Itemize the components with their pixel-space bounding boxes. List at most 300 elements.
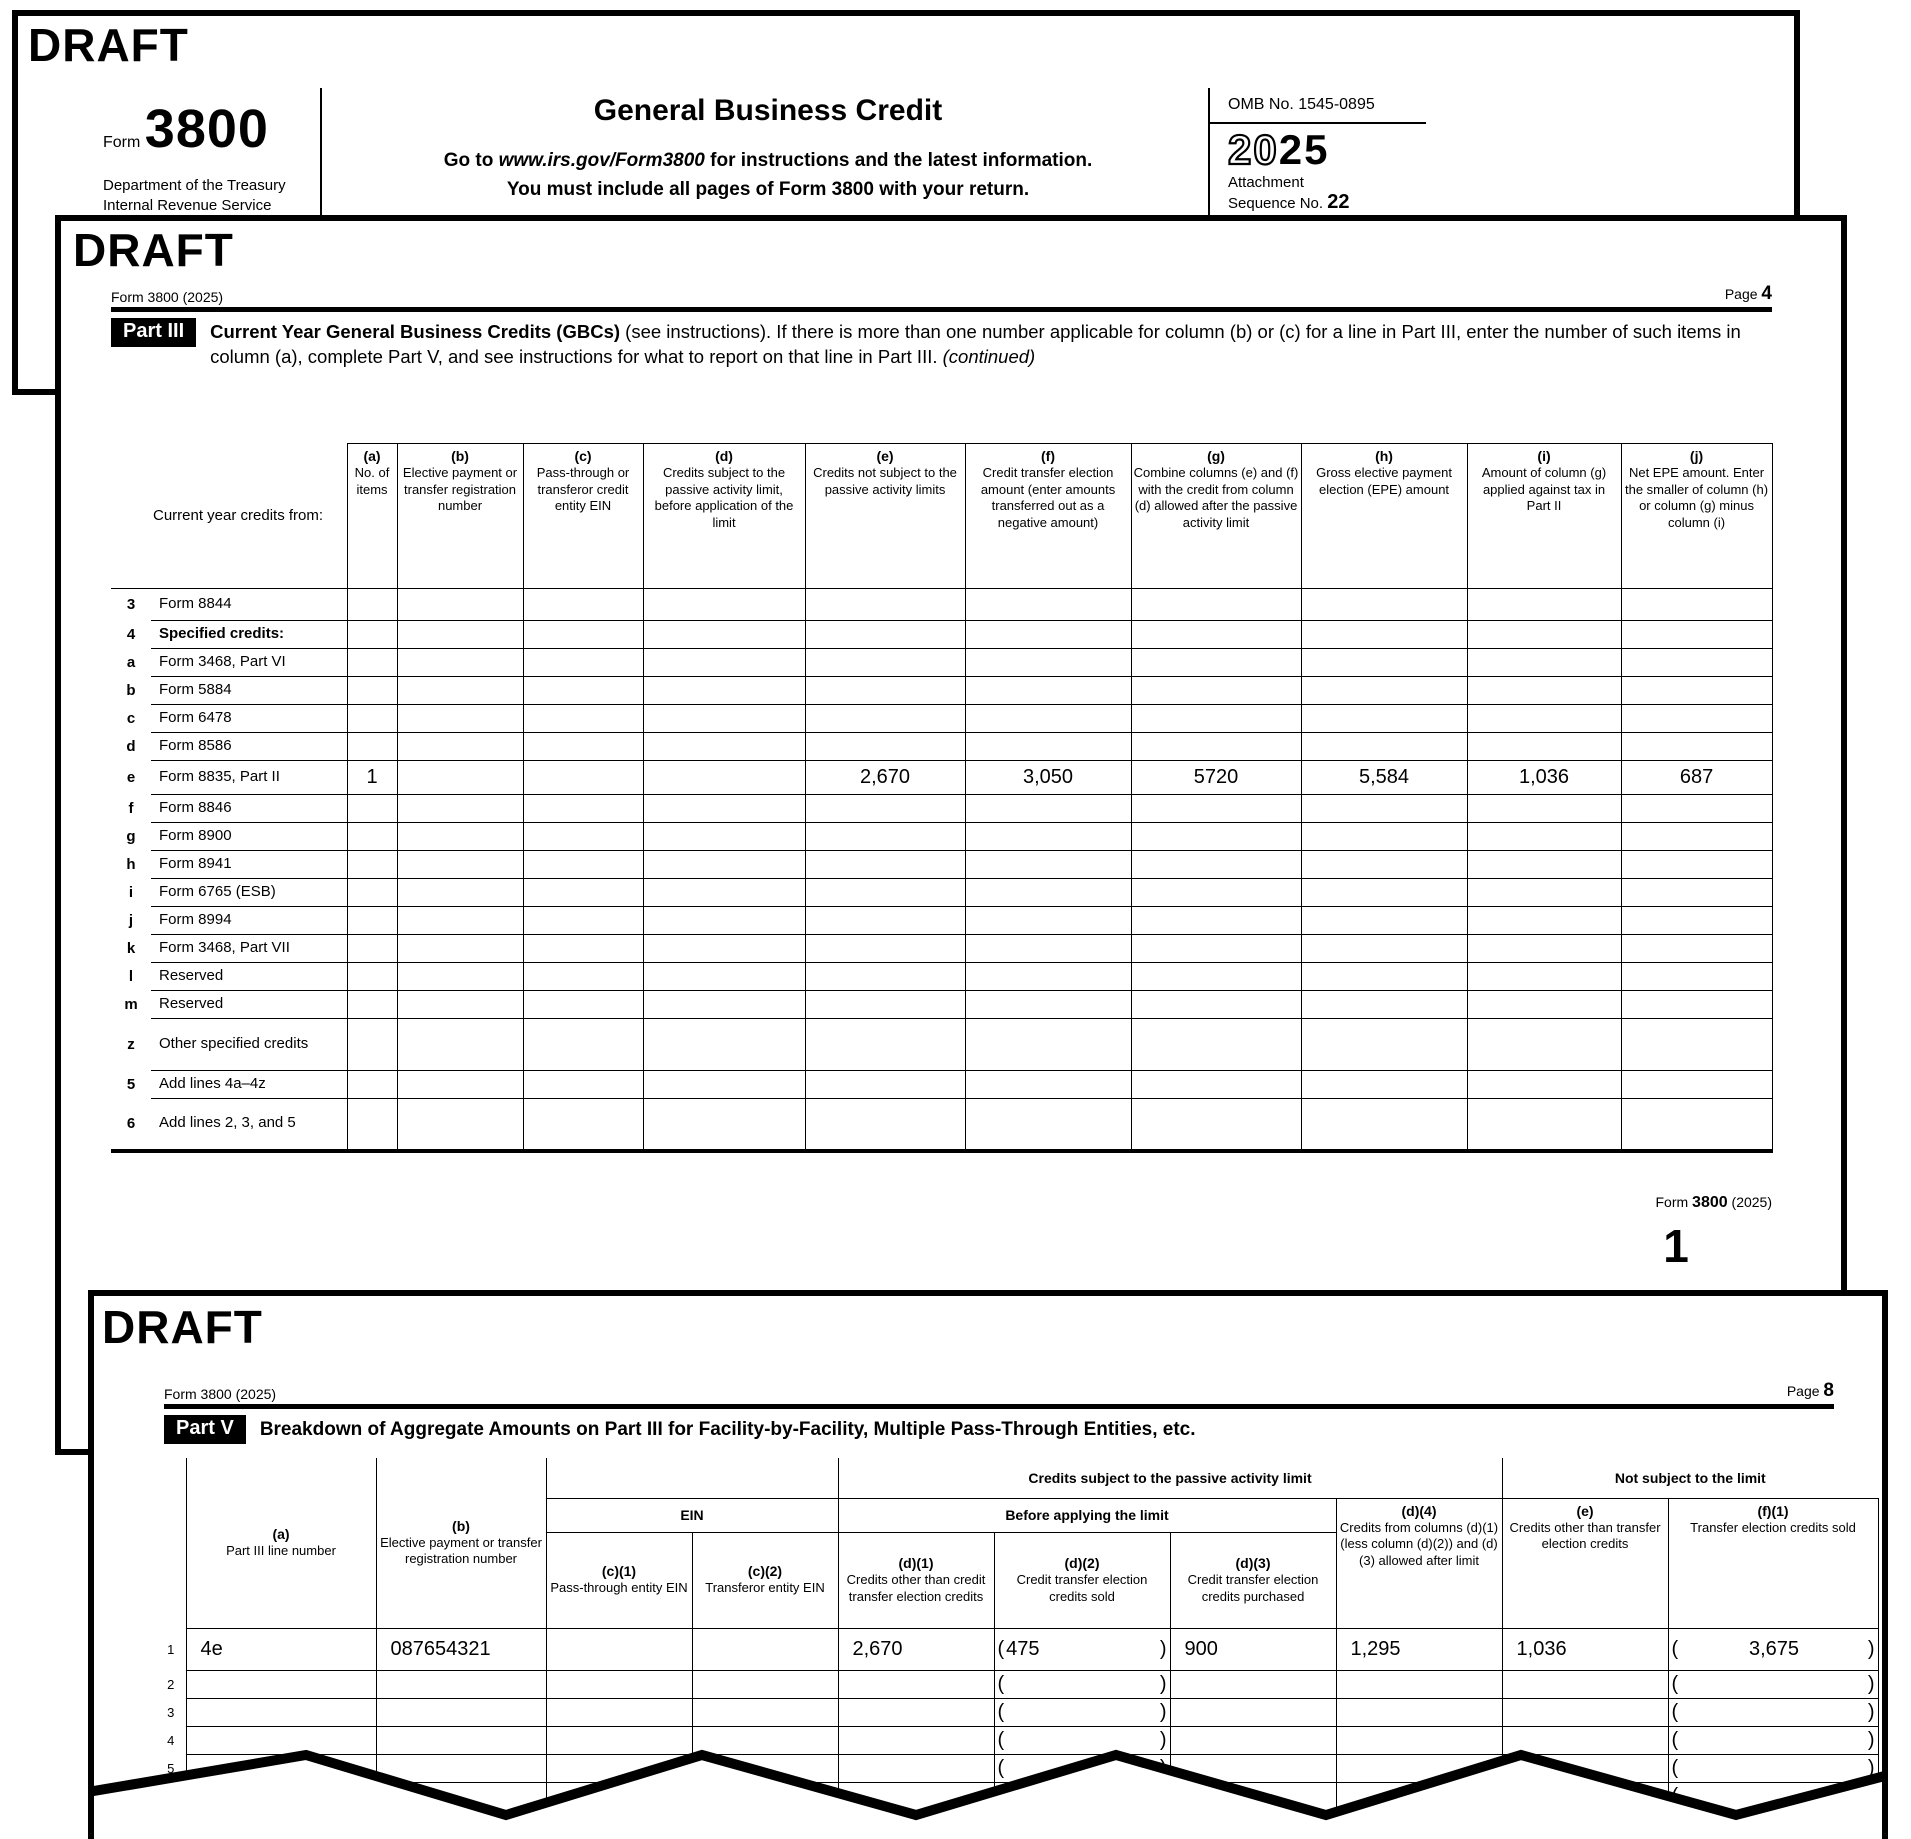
amount-cell-c1	[546, 1670, 692, 1698]
col-desc: Transferor entity EIN	[705, 1580, 825, 1596]
amount-cell-a	[347, 621, 397, 649]
amount-cell-h	[1301, 1071, 1467, 1099]
row-label: Form 6478	[151, 705, 347, 733]
amount-cell-g	[1131, 1071, 1301, 1099]
amount-cell-b	[397, 823, 523, 851]
col-key: (b)	[452, 1517, 470, 1534]
amount-cell-i	[1467, 795, 1621, 823]
amount-cell-f	[965, 705, 1131, 733]
amount-cell-e	[1502, 1698, 1668, 1726]
amount-cell-g	[1131, 705, 1301, 733]
close-paren: )	[1159, 1728, 1167, 1751]
part3-row-c	[111, 705, 1772, 733]
col-desc: Credits other than credit transfer election credits	[846, 1571, 986, 1604]
amount-cell-g	[1131, 621, 1301, 649]
amount-cell-a	[347, 963, 397, 991]
amount-cell-c2	[692, 1670, 838, 1698]
amount-cell-b	[397, 879, 523, 907]
amount-cell-d	[643, 963, 805, 991]
column-header-a	[347, 444, 397, 589]
close-paren: )	[1159, 1637, 1167, 1660]
col-desc: Net EPE amount. Enter the smaller of column (h) or column (g) minus column (i)	[1624, 465, 1769, 530]
amount-cell-j	[1621, 823, 1772, 851]
amount-cell-i	[1467, 649, 1621, 677]
row-label: Form 5884	[151, 677, 347, 705]
amount-cell-i	[1467, 851, 1621, 879]
include-instruction: You must include all pages of Form 3800 with your return.	[506, 179, 1030, 201]
amount-cell-c1	[546, 1628, 692, 1670]
amount-cell-c2	[692, 1698, 838, 1726]
amount-cell-d	[643, 733, 805, 761]
close-paren: )	[1159, 1756, 1167, 1779]
row-number: c	[126, 710, 136, 727]
part5-row-2	[156, 1670, 1878, 1698]
amount-cell-b	[397, 1099, 523, 1151]
draft-watermark: DRAFT	[28, 19, 189, 71]
paren-wrap	[1669, 1701, 1878, 1724]
open-paren: (	[1671, 1637, 1679, 1660]
row-label: Form 8844	[151, 589, 347, 621]
amount-cell-e	[805, 879, 965, 907]
column-header-f1	[1668, 1498, 1878, 1628]
open-paren: (	[1671, 1756, 1679, 1779]
amount-cell-j: 687	[1621, 761, 1772, 795]
amount-cell-a: 4e	[186, 1628, 376, 1670]
part5-group-row	[156, 1458, 1878, 1498]
amount-cell-d2	[994, 1670, 1170, 1698]
amount-cell-d2	[994, 1628, 1170, 1670]
row-label: Add lines 2, 3, and 5	[151, 1099, 347, 1151]
amount-cell-h	[1301, 795, 1467, 823]
amount-cell-e	[805, 851, 965, 879]
amount-cell-b	[397, 589, 523, 621]
amount-cell-c	[523, 649, 643, 677]
part5-title: Breakdown of Aggregate Amounts on Part III for Facility-by-Facility, Multiple Pass-Through Entities, etc.	[259, 1419, 1196, 1440]
row-number: j	[128, 912, 134, 929]
amount-cell-f	[965, 589, 1131, 621]
part3-title	[210, 318, 1772, 370]
part3-row-f	[111, 795, 1772, 823]
year-outline: 20	[1228, 126, 1279, 173]
col-desc: Credits not subject to the passive activity limits	[813, 465, 957, 497]
part3-row-5	[111, 1071, 1772, 1099]
amount-cell-j	[1621, 907, 1772, 935]
amount-cell-i	[1467, 935, 1621, 963]
amount-cell-d	[643, 1099, 805, 1151]
column-header-d1	[838, 1532, 994, 1628]
amount-cell-d	[643, 935, 805, 963]
amount-cell-g	[1131, 963, 1301, 991]
amount-cell-c	[523, 1099, 643, 1151]
amount-cell-e	[805, 823, 965, 851]
amount-cell-f	[965, 823, 1131, 851]
col-key: (d)(1)	[898, 1554, 934, 1571]
amount-cell-g	[1131, 907, 1301, 935]
column-header-e	[805, 444, 965, 589]
amount-cell-c	[523, 795, 643, 823]
part3-header	[111, 318, 1772, 370]
col-key: (d)(4)	[1401, 1502, 1437, 1519]
col-key: (i)	[1537, 448, 1551, 464]
amount-cell-g	[1131, 991, 1301, 1019]
tax-year	[1228, 126, 1424, 174]
col-desc: Part III line number	[226, 1542, 336, 1558]
row-number: z	[127, 1036, 135, 1053]
col-desc: Credits other than transfer election credits	[1509, 1519, 1661, 1552]
amount-cell-d	[643, 991, 805, 1019]
col-key: (h)	[1375, 448, 1393, 464]
row-label: Form 8835, Part II	[151, 761, 347, 795]
row-number: 5	[167, 1760, 175, 1776]
amount-cell-f	[965, 677, 1131, 705]
close-paren: )	[1867, 1700, 1875, 1723]
amount-cell-b	[376, 1670, 546, 1698]
row-number: b	[126, 682, 136, 699]
amount-cell-b	[397, 907, 523, 935]
col-desc: No. of items	[354, 465, 390, 497]
form-ref: Form 3800 (2025)	[164, 1386, 277, 1402]
header-divider	[320, 88, 322, 220]
amount-cell-e	[805, 1099, 965, 1151]
amount-cell-j	[1621, 935, 1772, 963]
row-number: i	[128, 884, 134, 901]
column-header-b	[397, 444, 523, 589]
group-ein: EIN	[546, 1498, 838, 1532]
part5-row-3	[156, 1698, 1878, 1726]
form-word: Form	[103, 134, 141, 151]
row-number: h	[126, 856, 136, 873]
column-header-e	[1502, 1498, 1668, 1628]
amount-cell-j	[1621, 851, 1772, 879]
row-label: Form 8994	[151, 907, 347, 935]
col-key: (d)(2)	[1064, 1554, 1100, 1571]
row-label: Form 3468, Part VI	[151, 649, 347, 677]
amount-cell-c2	[692, 1628, 838, 1670]
form-title-block	[338, 94, 1198, 205]
omb-number: OMB No. 1545-0895	[1228, 96, 1375, 113]
amount-cell-g	[1131, 649, 1301, 677]
amount-cell-j	[1621, 677, 1772, 705]
col-desc: Combine columns (e) and (f) with the credit from column (d) allowed after the passive activity limit	[1133, 465, 1299, 530]
agency-line-1: Department of the Treasury	[103, 177, 286, 194]
amount-cell-j	[1621, 705, 1772, 733]
attachment-block	[1228, 174, 1424, 214]
amount-cell-c	[523, 1071, 643, 1099]
amount-cell-f	[965, 1071, 1131, 1099]
amount-cell-a	[347, 935, 397, 963]
col-key: (j)	[1689, 448, 1704, 464]
amount-cell-g: 5720	[1131, 761, 1301, 795]
group-not-subject: Not subject to the limit	[1502, 1458, 1878, 1498]
part3-row-b	[111, 677, 1772, 705]
amount-cell-g	[1131, 589, 1301, 621]
amount-cell-j	[1621, 589, 1772, 621]
col-desc: Gross elective payment election (EPE) amount	[1316, 465, 1452, 497]
amount-cell-g	[1131, 823, 1301, 851]
page-num: 8	[1823, 1380, 1834, 1401]
attachment-word: Attachment	[1228, 174, 1304, 191]
section-rule	[164, 1404, 1834, 1409]
omb-rule	[1210, 122, 1426, 124]
amount-cell-f1	[1668, 1698, 1878, 1726]
paren-wrap	[995, 1701, 1170, 1724]
amount-cell-j	[1621, 1019, 1772, 1071]
part3-row-h	[111, 851, 1772, 879]
amount-cell-c	[523, 991, 643, 1019]
part3-row-g	[111, 823, 1772, 851]
amount-cell-h	[1301, 1099, 1467, 1151]
sequence-line	[1228, 191, 1424, 214]
row-label: Form 8941	[151, 851, 347, 879]
part3-row-d	[111, 733, 1772, 761]
column-header-left: Current year credits from:	[111, 444, 347, 589]
row-label: Form 3468, Part VII	[151, 935, 347, 963]
amount-cell-b	[397, 935, 523, 963]
column-header-c2	[692, 1532, 838, 1628]
col-key: (c)(1)	[601, 1563, 637, 1580]
amount-cell-a	[347, 795, 397, 823]
amount-cell-a	[347, 1019, 397, 1071]
amount-cell-b	[397, 963, 523, 991]
amount-cell-i	[1467, 991, 1621, 1019]
column-header-g	[1131, 444, 1301, 589]
col-key: (g)	[1207, 448, 1225, 464]
amount-cell-e	[805, 705, 965, 733]
amount-cell-e: 2,670	[805, 761, 965, 795]
paren-wrap	[995, 1673, 1170, 1696]
part3-title-rest: (see instructions). If there is more than one number applicable for column (b) or (c) for a line in Part III, enter the number of such items in column (a), complete Part V, and see instructions for what to report on that line in Part III.	[210, 321, 1741, 367]
row-number: f	[128, 800, 134, 817]
part5-tab: Part V	[164, 1415, 246, 1444]
amount-cell-i	[1467, 823, 1621, 851]
col-desc: Amount of column (g) applied against tax in Part II	[1481, 465, 1607, 514]
amount-cell-h	[1301, 677, 1467, 705]
open-paren: (	[997, 1756, 1005, 1779]
page-number	[1725, 283, 1772, 305]
amount-cell-j	[1621, 733, 1772, 761]
part3-row-4	[111, 621, 1772, 649]
amount-cell-i	[1467, 1071, 1621, 1099]
amount-cell-d	[643, 795, 805, 823]
amount-cell-f	[965, 795, 1131, 823]
column-header-b	[376, 1458, 546, 1628]
amount-cell-a	[347, 907, 397, 935]
agency-lines	[103, 176, 286, 217]
amount-cell-a	[186, 1670, 376, 1698]
amount-cell-f	[965, 935, 1131, 963]
part5-header	[164, 1415, 1864, 1444]
amount-cell-g	[1131, 733, 1301, 761]
row-label: Specified credits:	[151, 621, 347, 649]
goto-post: for instructions and the latest information.	[704, 150, 1093, 171]
amount-cell-h	[1301, 935, 1467, 963]
form-ref: Form 3800 (2025)	[111, 289, 224, 305]
col-key: (f)	[1041, 448, 1056, 464]
amount-cell-d	[643, 649, 805, 677]
open-paren: (	[1671, 1784, 1679, 1807]
amount-cell-j	[1621, 795, 1772, 823]
amount-cell-b	[397, 795, 523, 823]
part3-title-bold: Current Year General Business Credits (GBCs)	[210, 321, 621, 342]
amount-cell-e: 1,036	[1502, 1628, 1668, 1670]
close-paren: )	[1867, 1756, 1875, 1779]
column-header-h	[1301, 444, 1467, 589]
amount-cell-f1	[1668, 1670, 1878, 1698]
paren-wrap	[1669, 1638, 1878, 1661]
amount-cell-h	[1301, 963, 1467, 991]
row-label: Other specified credits	[151, 1019, 347, 1071]
amount-cell-e	[805, 589, 965, 621]
amount-cell-e	[805, 963, 965, 991]
amount-cell-g	[1131, 677, 1301, 705]
amount-cell-h	[1301, 991, 1467, 1019]
amount-cell-d	[643, 705, 805, 733]
row-label: Form 6765 (ESB)	[151, 879, 347, 907]
page8-headline	[164, 1380, 1834, 1402]
close-paren: )	[1867, 1637, 1875, 1660]
close-paren: )	[1159, 1672, 1167, 1695]
row-label: Reserved	[151, 963, 347, 991]
footer-form-number: 3800	[1692, 1194, 1728, 1211]
amount-cell-d	[643, 851, 805, 879]
amount-cell-j	[1621, 649, 1772, 677]
amount-cell-c	[523, 705, 643, 733]
amount-cell-a	[347, 677, 397, 705]
amount-cell-g	[1131, 879, 1301, 907]
part3-row-6	[111, 1099, 1772, 1151]
amount-cell-f	[965, 621, 1131, 649]
amount-cell-h	[1301, 1019, 1467, 1071]
amount-cell-d	[643, 677, 805, 705]
amount-cell-b	[397, 705, 523, 733]
col-desc: Credit transfer election amount (enter amounts transferred out as a negative amount)	[980, 465, 1116, 530]
amount-cell-i	[1467, 589, 1621, 621]
part3-row-j	[111, 907, 1772, 935]
column-header-d	[643, 444, 805, 589]
close-paren: )	[1867, 1728, 1875, 1751]
amount-cell-b	[397, 991, 523, 1019]
amount-cell-d	[643, 879, 805, 907]
row-number: a	[126, 654, 136, 671]
amount-cell-i	[1467, 879, 1621, 907]
amount-cell-b: 087654321	[376, 1628, 546, 1670]
row-number: g	[126, 828, 136, 845]
footer-pre: Form	[1655, 1194, 1693, 1210]
column-header-c1	[546, 1532, 692, 1628]
amount-cell-f	[965, 879, 1131, 907]
amount-cell-b	[397, 761, 523, 795]
amount-cell-a	[347, 589, 397, 621]
open-paren: (	[997, 1728, 1005, 1751]
amount-cell-h	[1301, 589, 1467, 621]
part3-row-i	[111, 879, 1772, 907]
amount-cell-i	[1467, 907, 1621, 935]
col-key: (a)	[272, 1525, 290, 1542]
amount-cell-d	[643, 907, 805, 935]
amount-cell-c	[523, 1019, 643, 1071]
draft-watermark: DRAFT	[102, 1301, 263, 1353]
part3-title-continued: (continued)	[942, 345, 1036, 367]
amount-cell-d4	[1336, 1670, 1502, 1698]
page-marker: 1	[1663, 1220, 1689, 1272]
amount-cell-j	[1621, 879, 1772, 907]
agency-line-2: Internal Revenue Service	[103, 197, 272, 215]
sequence-word: Sequence No.	[1228, 195, 1324, 213]
part3-tab: Part III	[111, 318, 196, 347]
row-number: 3	[126, 596, 136, 614]
row-number: 3	[167, 1704, 175, 1720]
amount-cell-f	[965, 963, 1131, 991]
form-url: www.irs.gov/Form3800	[498, 150, 705, 171]
row-number: 6	[111, 1099, 151, 1151]
col-key: (a)	[363, 448, 381, 464]
col-desc: Credits subject to the passive activity limit, before application of the limit	[654, 465, 794, 530]
column-header-i	[1467, 444, 1621, 589]
amount-cell-c	[523, 677, 643, 705]
amount-cell-c	[523, 621, 643, 649]
col-desc: Elective payment or transfer registration number	[380, 1534, 542, 1567]
page4-headline	[111, 283, 1772, 305]
amount-cell-f	[965, 851, 1131, 879]
page-word: Page	[1724, 286, 1758, 302]
amount-cell-j	[1621, 1071, 1772, 1099]
col-desc: Credit transfer election credits purchased	[1187, 1571, 1319, 1604]
amount-cell-a: 1	[347, 761, 397, 795]
part5-row-1	[156, 1628, 1878, 1670]
omb-box	[1208, 88, 1424, 220]
close-paren: )	[1867, 1672, 1875, 1695]
amount-cell-h	[1301, 823, 1467, 851]
page-word: Page	[1786, 1383, 1820, 1399]
amount-cell-d	[643, 589, 805, 621]
amount-cell-a	[347, 705, 397, 733]
col-key: (e)	[1576, 1502, 1594, 1519]
paren-value: 3,675	[1748, 1637, 1800, 1660]
col-key: (c)(2)	[747, 1563, 783, 1580]
torn-edge	[88, 1727, 1888, 1839]
amount-cell-c	[523, 851, 643, 879]
amount-cell-h	[1301, 705, 1467, 733]
year-solid: 25	[1278, 126, 1330, 173]
amount-cell-e	[805, 907, 965, 935]
amount-cell-c	[523, 761, 643, 795]
amount-cell-e	[805, 991, 965, 1019]
amount-cell-d	[643, 1071, 805, 1099]
group-before-limit: Before applying the limit	[838, 1498, 1336, 1532]
form-title: General Business Credit	[593, 94, 943, 127]
paren-value: 475	[1006, 1637, 1040, 1660]
col-desc: Pass-through or transferor credit entity EIN	[536, 465, 630, 514]
open-paren: (	[1671, 1728, 1679, 1751]
column-header-f	[965, 444, 1131, 589]
ein-spacer	[546, 1458, 838, 1498]
amount-cell-g	[1131, 795, 1301, 823]
amount-cell-b	[397, 649, 523, 677]
amount-cell-c	[523, 589, 643, 621]
amount-cell-f	[965, 649, 1131, 677]
amount-cell-a	[347, 851, 397, 879]
row-label: Form 8586	[151, 733, 347, 761]
amount-cell-h	[1301, 879, 1467, 907]
open-paren: (	[1671, 1672, 1679, 1695]
open-paren: (	[997, 1672, 1005, 1695]
amount-cell-b	[397, 677, 523, 705]
amount-cell-f	[965, 991, 1131, 1019]
page4-footer	[111, 1194, 1772, 1212]
amount-cell-h	[1301, 649, 1467, 677]
amount-cell-d	[643, 1019, 805, 1071]
row-number: 1	[167, 1641, 175, 1657]
